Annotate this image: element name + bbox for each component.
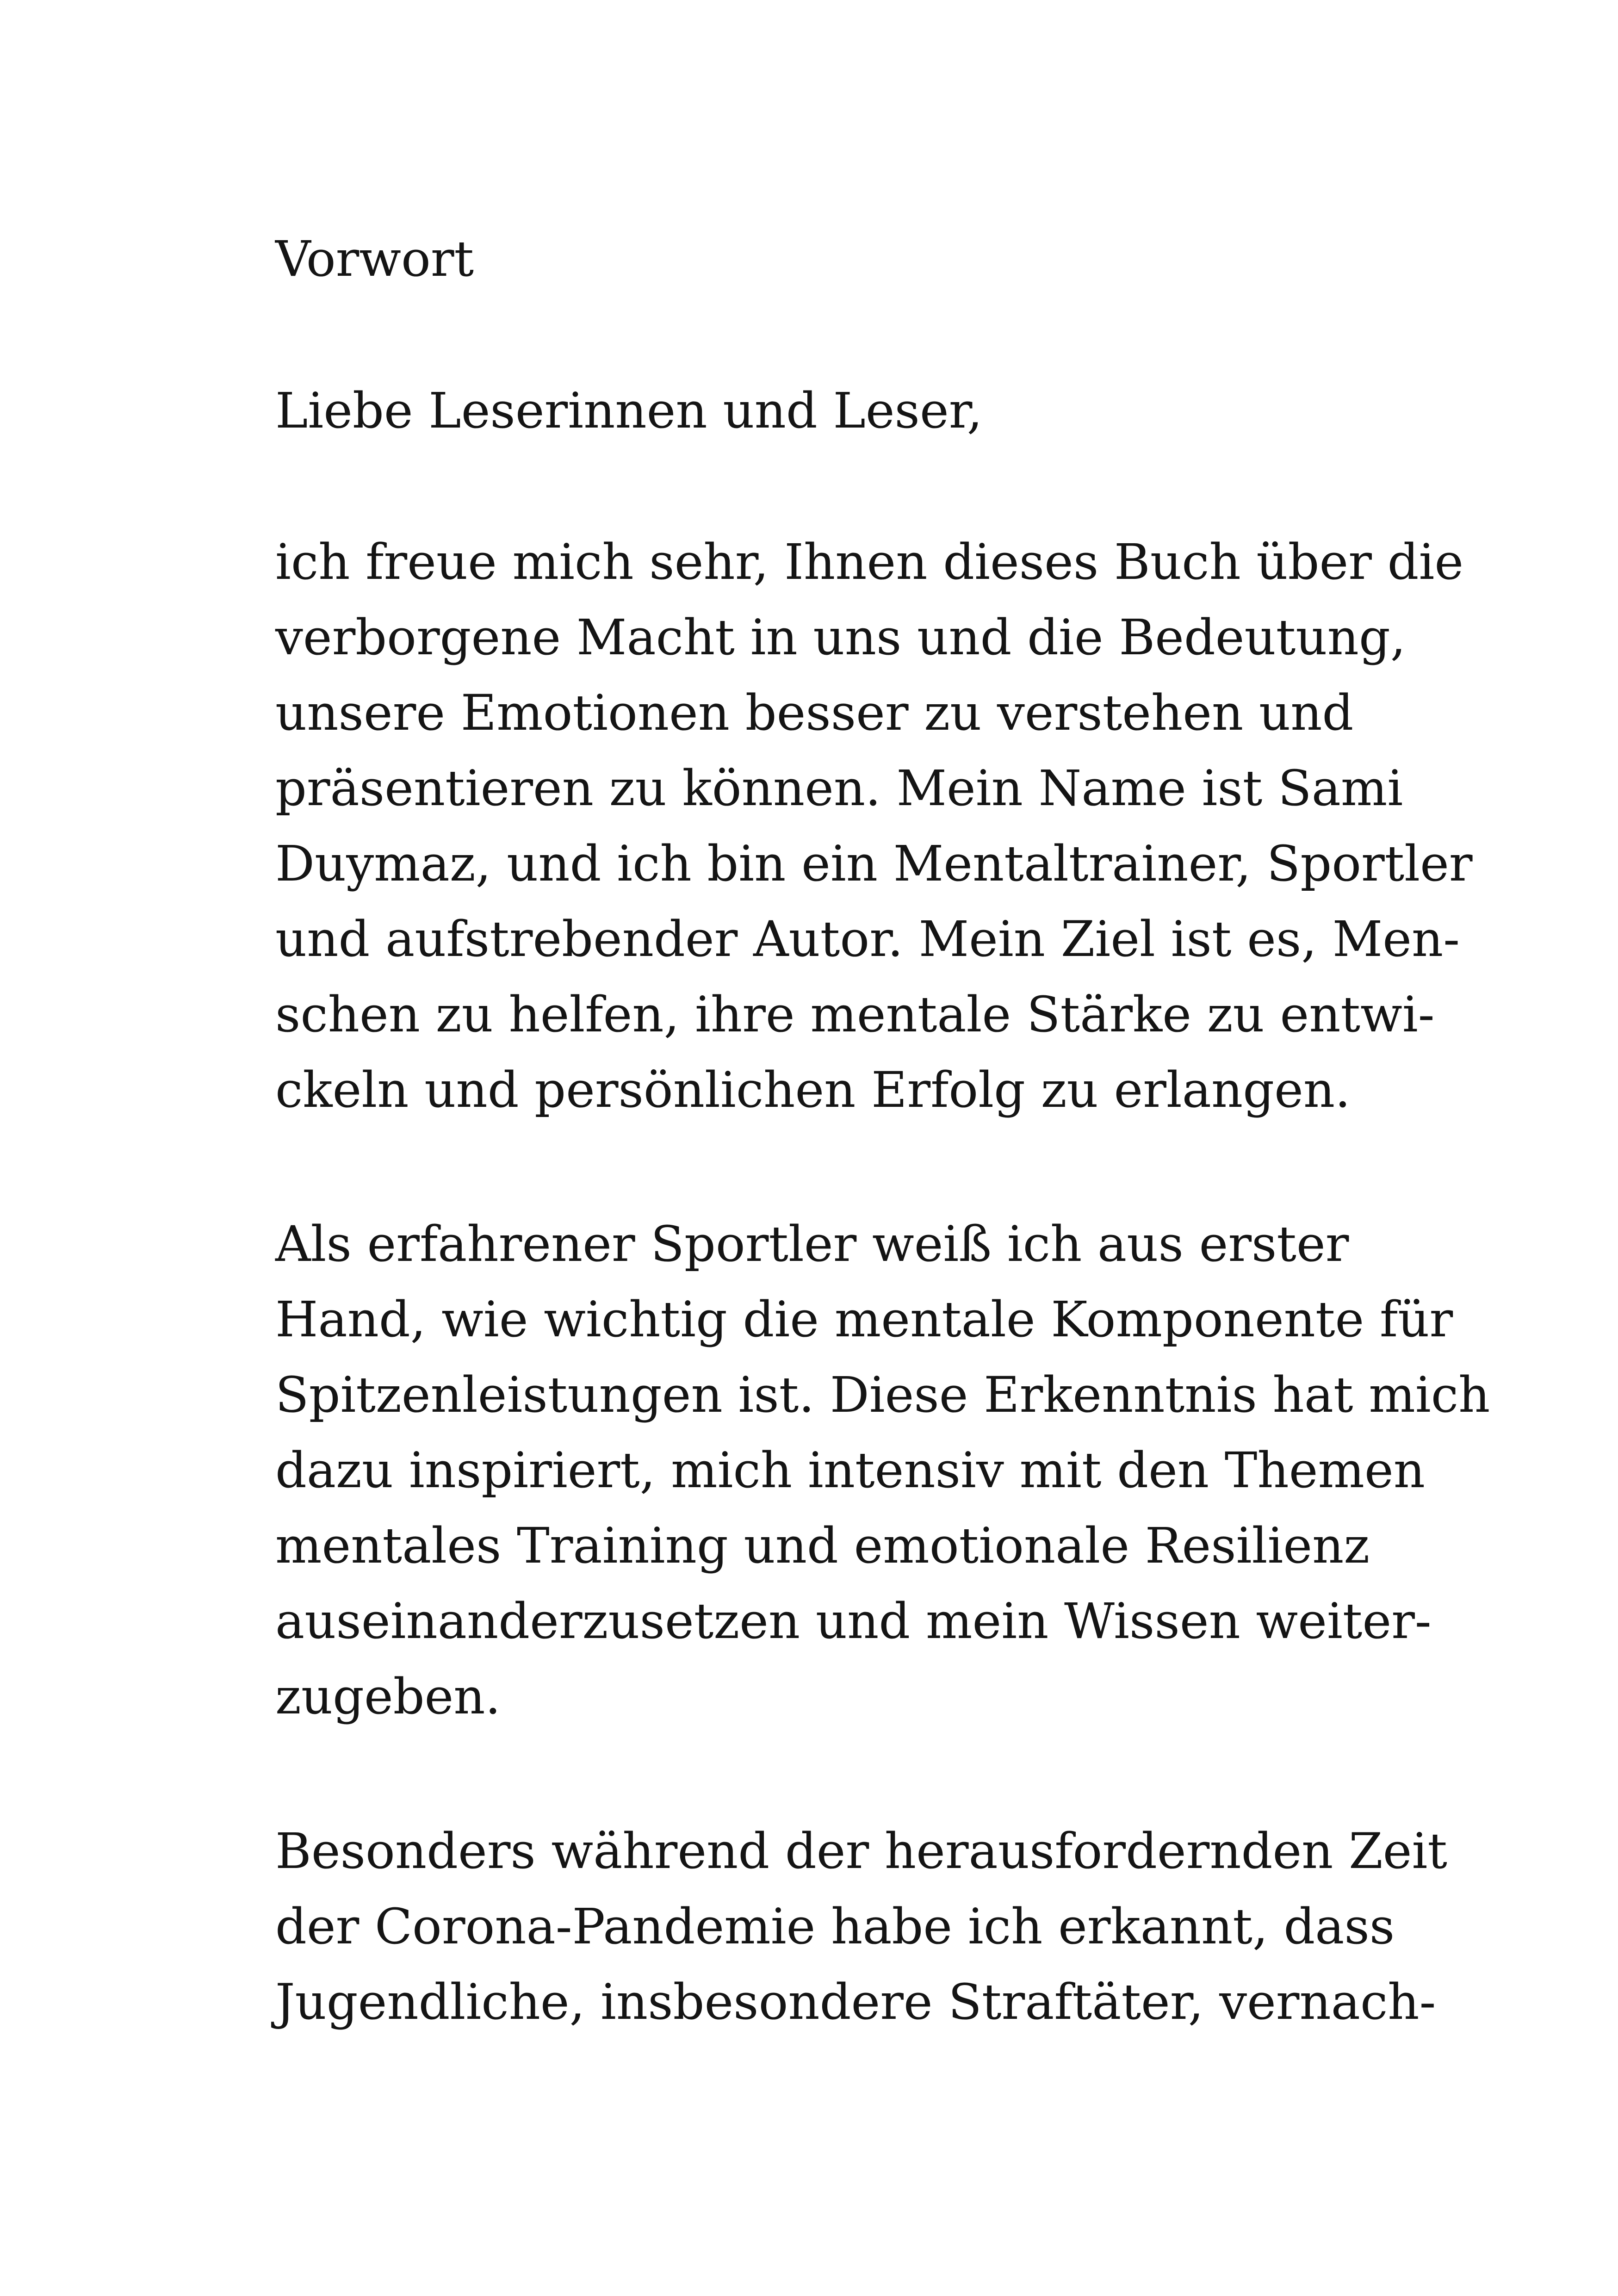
paragraph-line: zugeben. [275,1668,501,1725]
salutation: Liebe Leserinnen und Leser, [275,382,983,439]
paragraph-line: auseinanderzusetzen und mein Wissen weiter- [275,1593,1432,1650]
paragraph-line: ich freue mich sehr, Ihnen dieses Buch über die [275,534,1464,590]
paragraph-line: Duymaz, und ich bin ein Mentaltrainer, Sportler [275,835,1473,892]
paragraph-line: schen zu helfen, ihre mentale Stärke zu entwi- [275,986,1435,1043]
paragraph-line: und aufstrebender Autor. Mein Ziel ist es, Men- [275,911,1460,968]
paragraph-3 [275,1813,1448,2040]
paragraph-line: der Corona-Pandemie habe ich erkannt, dass [275,1898,1395,1955]
paragraph-line: Hand, wie wichtig die mentale Komponente für [275,1291,1453,1348]
paragraph-1 [275,524,1473,1128]
paragraph-line: Spitzenleistungen ist. Diese Erkenntnis hat mich [275,1366,1490,1423]
paragraph-line: unsere Emotionen besser zu verstehen und [275,684,1354,741]
page-heading: Vorwort [275,230,474,287]
paragraph-line: mentales Training und emotionale Resilienz [275,1517,1370,1574]
paragraph-line: verborgene Macht in uns und die Bedeutung, [275,609,1406,666]
paragraph-line: Als erfahrener Sportler weiß ich aus erster [275,1216,1349,1272]
paragraph-line: ckeln und persönlichen Erfolg zu erlangen. [275,1061,1351,1118]
paragraph-line: präsentieren zu können. Mein Name ist Sami [275,760,1403,817]
paragraph-line: Besonders während der herausfordernden Zeit [275,1823,1448,1880]
paragraph-2 [275,1206,1490,1734]
paragraph-line: Jugendliche, insbesondere Straftäter, vernach- [275,1973,1436,2030]
paragraph-line: dazu inspiriert, mich intensiv mit den Themen [275,1442,1425,1499]
